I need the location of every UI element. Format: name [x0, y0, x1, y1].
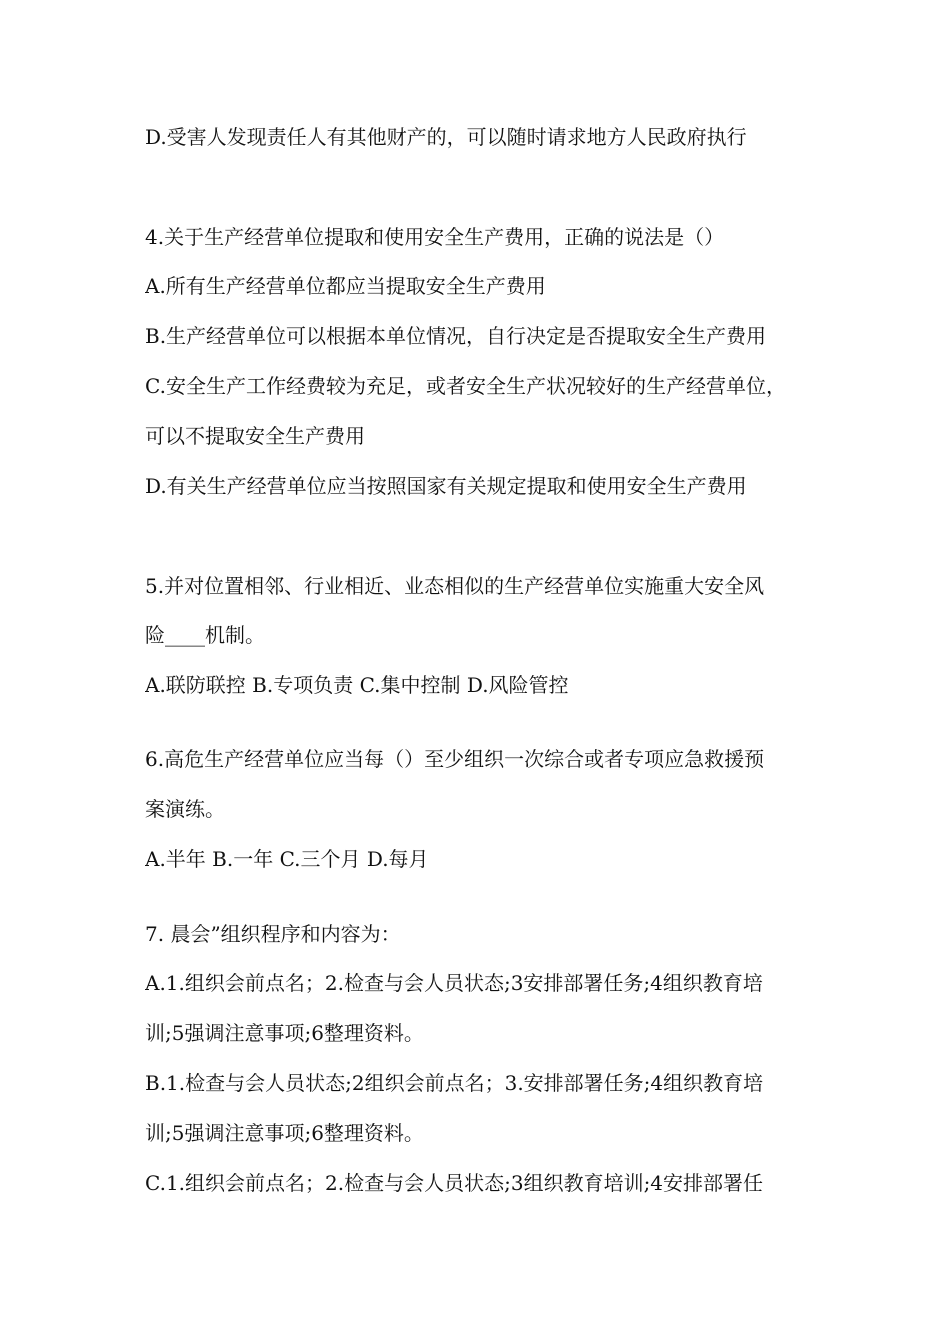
- q4-question: 4.关于生产经营单位提取和使用安全生产费用，正确的说法是（）: [145, 225, 725, 249]
- q4-option-b: B.生产经营单位可以根据本单位情况，自行决定是否提取安全生产费用: [145, 324, 767, 348]
- q5-options: A.联防联控 B.专项负责 C.集中控制 D.风险管控: [145, 673, 569, 697]
- q5-question-line1: 5.并对位置相邻、行业相近、业态相似的生产经营单位实施重大安全风: [145, 574, 765, 598]
- q6-question-line2: 案演练。: [145, 797, 225, 821]
- q7-question: 7. 晨会”组织程序和内容为：: [145, 922, 401, 946]
- q6-options: A.半年 B.一年 C.三个月 D.每月: [145, 847, 429, 871]
- q7-option-c-line1: C.1.组织会前点名；2.检查与会人员状态;3组织教育培训;4安排部署任: [145, 1171, 764, 1195]
- q7-option-a-line2: 训;5强调注意事项;6整理资料。: [145, 1021, 424, 1045]
- q4-option-c-line2: 可以不提取安全生产费用: [145, 424, 365, 448]
- q3-option-d: D.受害人发现责任人有其他财产的，可以随时请求地方人民政府执行: [145, 125, 747, 149]
- q6-question-line1: 6.高危生产经营单位应当每（）至少组织一次综合或者专项应急救援预: [145, 747, 765, 771]
- q7-option-b-line1: B.1.检查与会人员状态;2组织会前点名；3.安排部署任务;4组织教育培: [145, 1071, 764, 1095]
- q4-option-a: A.所有生产经营单位都应当提取安全生产费用: [145, 274, 546, 298]
- q7-option-a-line1: A.1.组织会前点名；2.检查与会人员状态;3安排部署任务;4组织教育培: [145, 971, 763, 995]
- q7-option-b-line2: 训;5强调注意事项;6整理资料。: [145, 1121, 424, 1145]
- q5-question-line2: 险____机制。: [145, 623, 265, 647]
- q4-option-d: D.有关生产经营单位应当按照国家有关规定提取和使用安全生产费用: [145, 474, 747, 498]
- q4-option-c-line1: C.安全生产工作经费较为充足，或者安全生产状况较好的生产经营单位，: [145, 374, 786, 398]
